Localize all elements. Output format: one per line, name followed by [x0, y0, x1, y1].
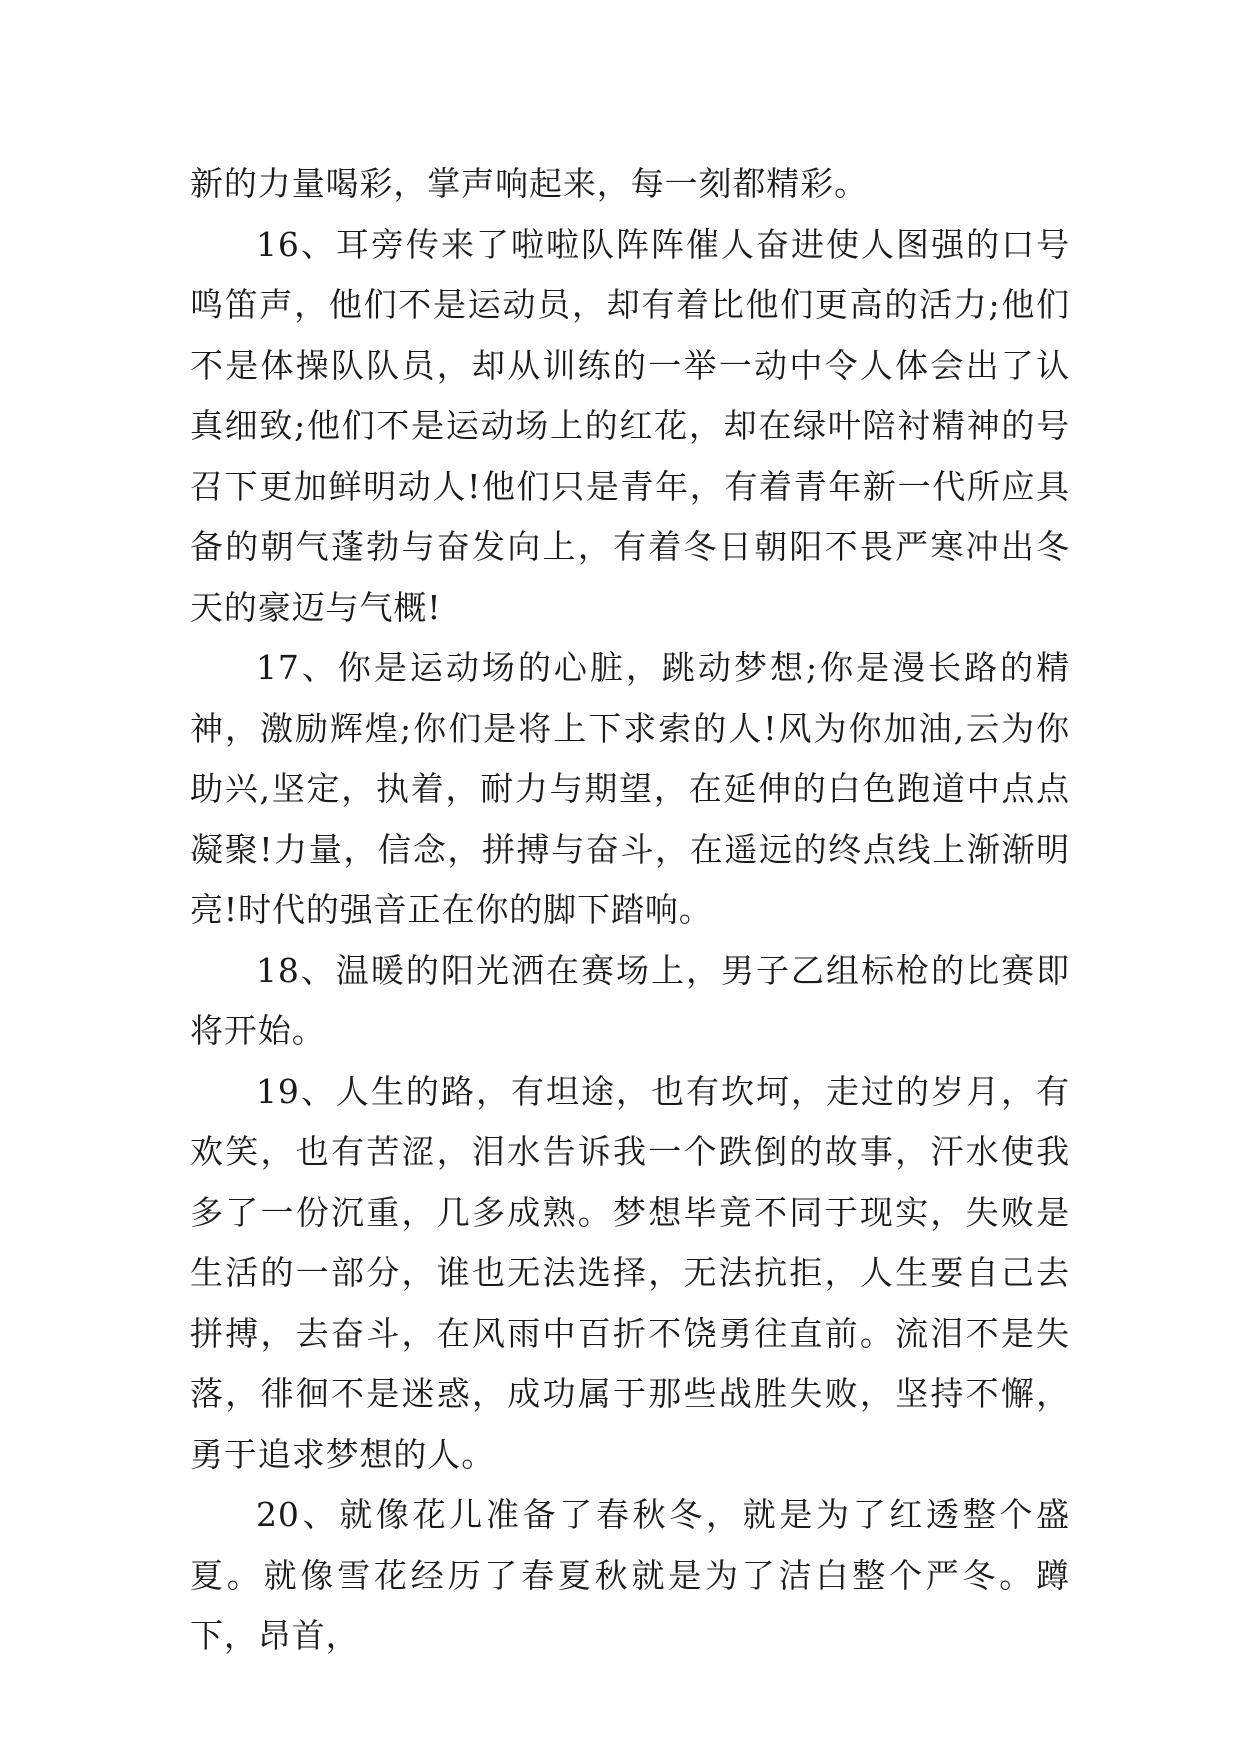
paragraph-19: 19、人生的路，有坦途，也有坎坷，走过的岁月，有欢笑，也有苦涩，泪水告诉我一个跌倒的故事，汗水使我多了一份沉重，几多成熟。梦想毕竟不同于现实，失败是生活的一部分，谁也无法选择，无法抗拒，人生要自己去拼搏，去奋斗，在风雨中百折不饶勇往直前。流泪不是失落，徘徊不是迷惑，成功属于那些战胜失败，坚持不懈，勇于追求梦想的人。 [190, 1071, 1070, 1474]
paragraph-continuation: 新的力量喝彩，掌声响起来，每一刻都精彩。 [190, 164, 868, 203]
paragraph-20: 20、就像花儿准备了春秋冬，就是为了红透整个盛夏。就像雪花经历了春夏秋就是为了洁白整个严冬。蹲下，昂首， [190, 1495, 1070, 1655]
paragraph-16: 16、耳旁传来了啦啦队阵阵催人奋进使人图强的口号鸣笛声，他们不是运动员，却有着比他们更高的活力;他们不是体操队队员，却从训练的一举一动中令人体会出了认真细致;他们不是运动场上的红花，却在绿叶陪衬精神的号召下更加鲜明动人!他们只是青年，有着青年新一代所应具备的朝气蓬勃与奋发向上，有着冬日朝阳不畏严寒冲出冬天的豪迈与气概! [190, 224, 1070, 627]
paragraph-17: 17、你是运动场的心脏，跳动梦想;你是漫长路的精神，激励辉煌;你们是将上下求索的人!风为你加油,云为你助兴,坚定，执着，耐力与期望，在延伸的白色跑道中点点凝聚!力量，信念，拼搏与奋斗，在遥远的终点线上渐渐明亮!时代的强音正在你的脚下踏响。 [190, 648, 1070, 929]
document-body [190, 154, 1070, 1667]
paragraph-18: 18、温暖的阳光洒在赛场上，男子乙组标枪的比赛即将开始。 [190, 950, 1070, 1050]
